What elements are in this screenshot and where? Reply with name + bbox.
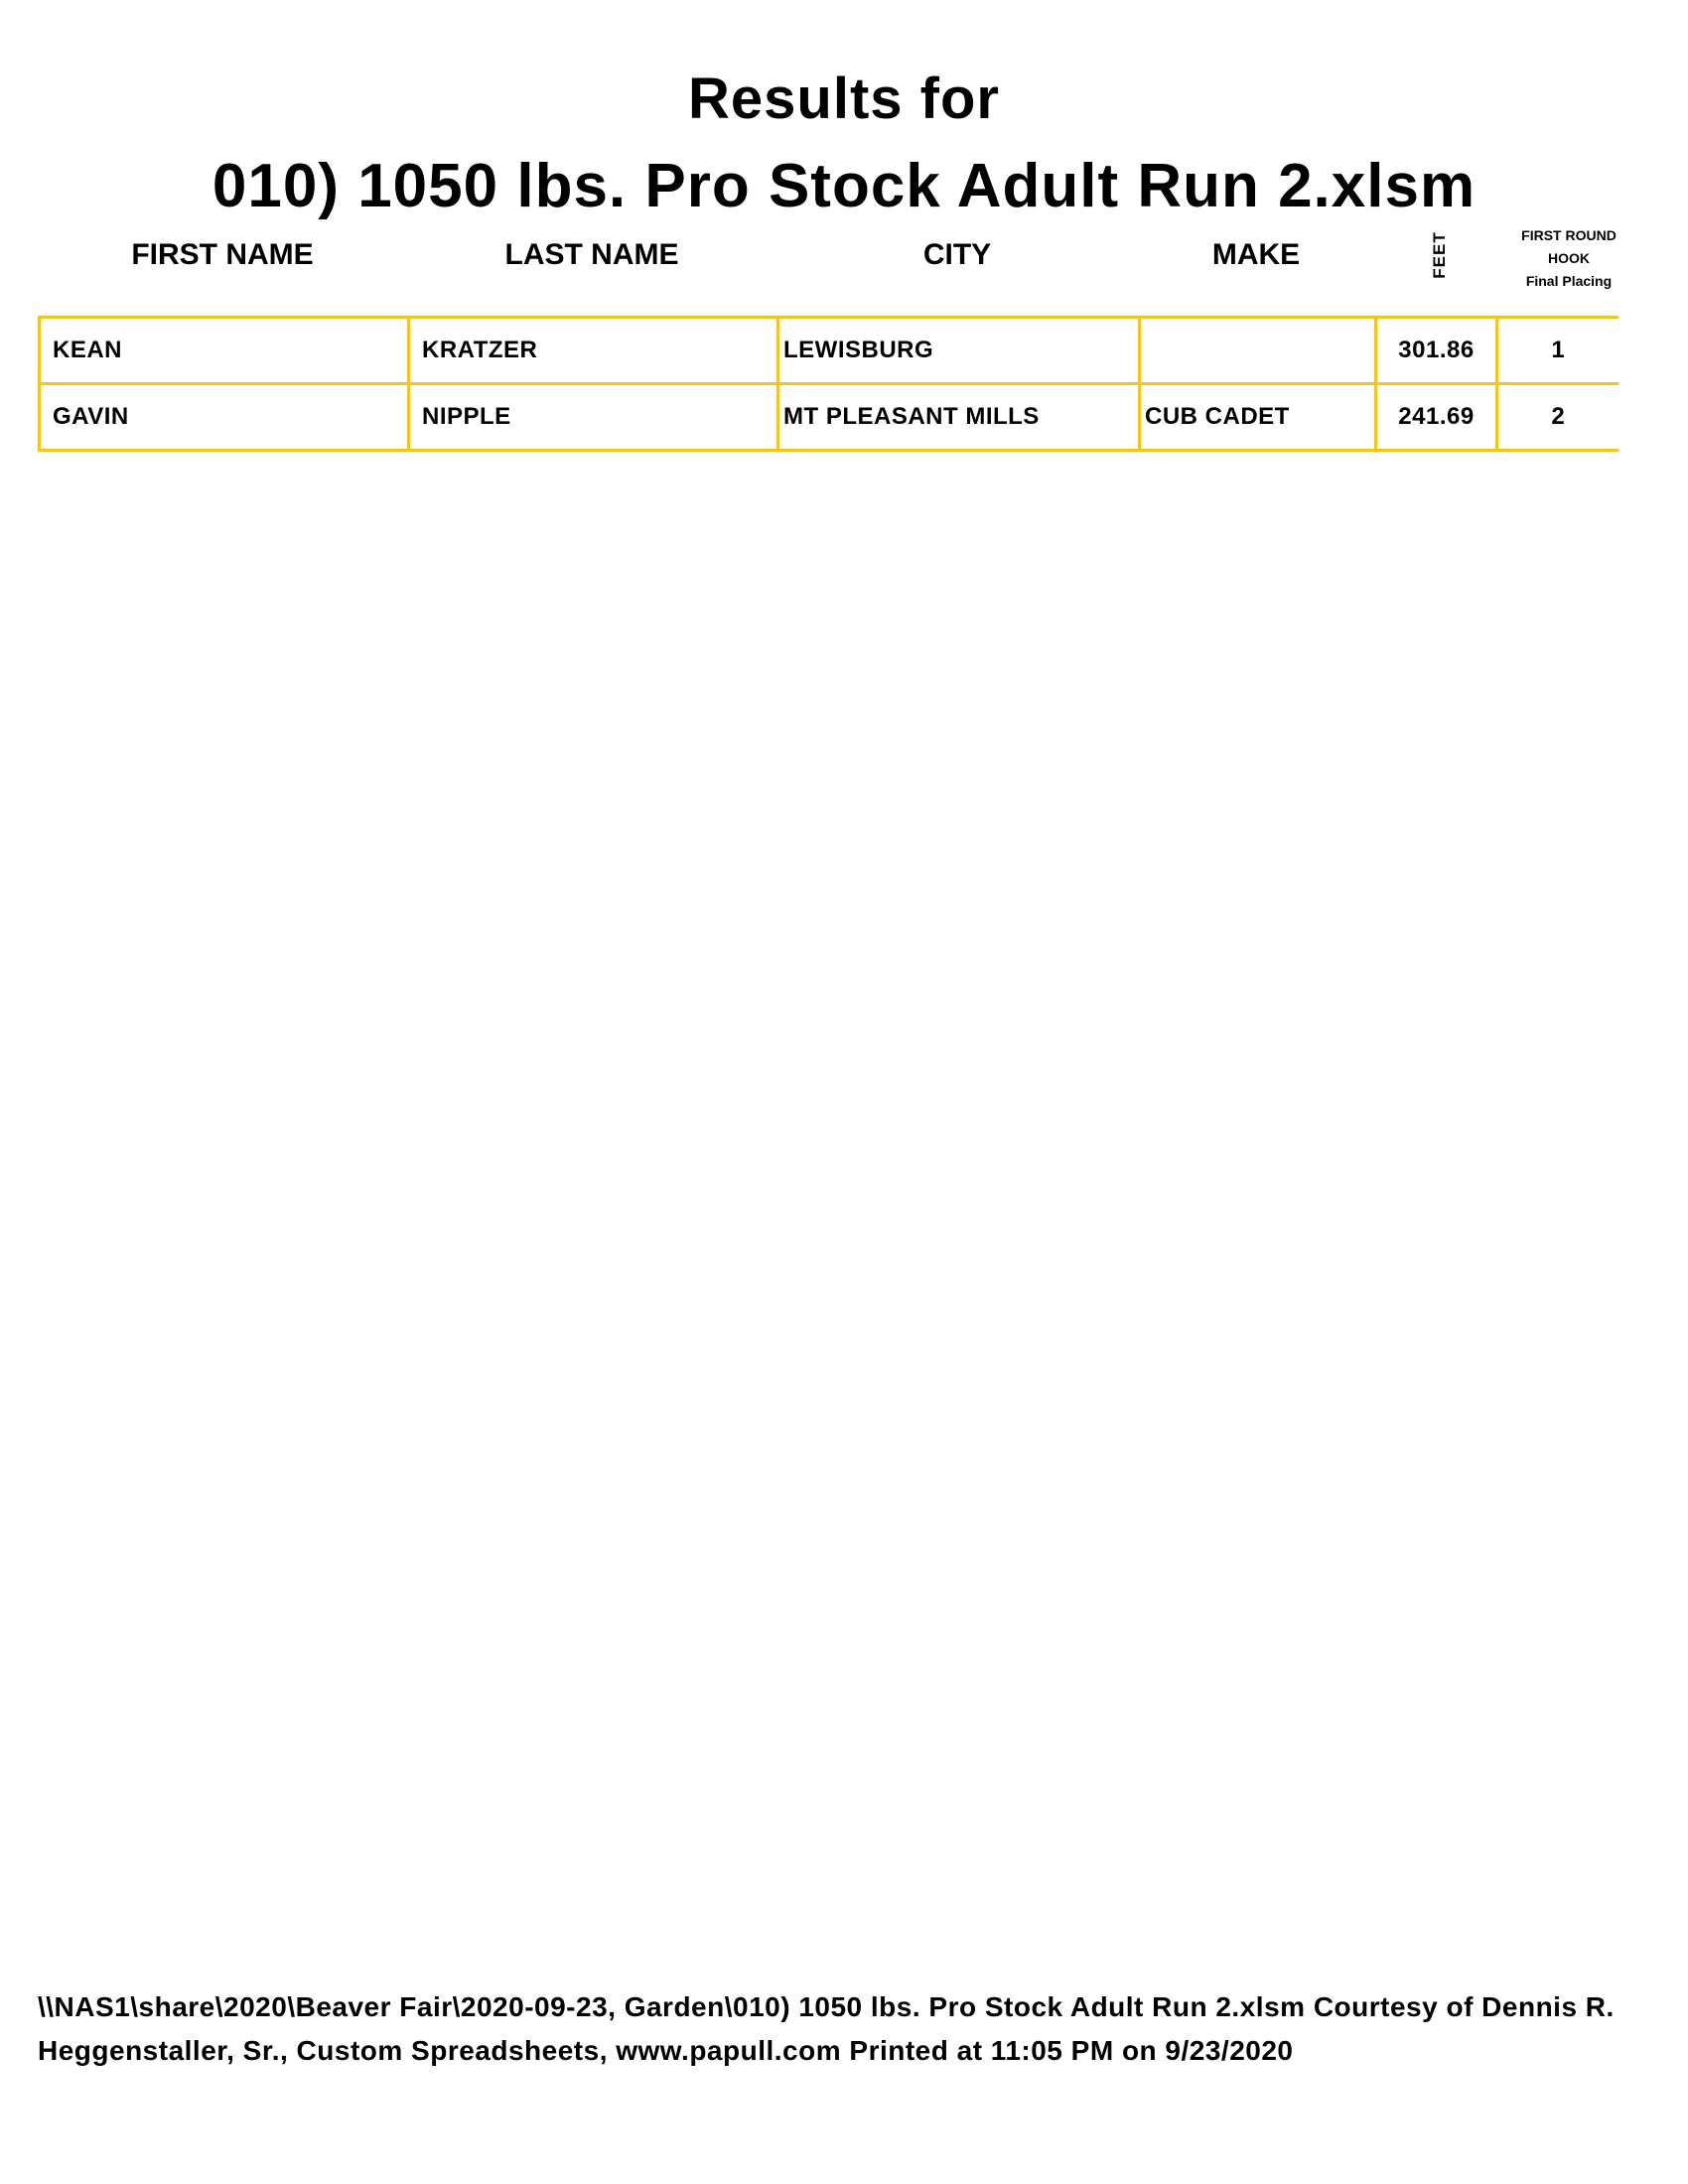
cell-make: CUB CADET <box>1140 384 1376 451</box>
cell-make <box>1140 318 1376 384</box>
footer-text: \\NAS1\share\2020\Beaver Fair\2020-09-23, Garden\010) 1050 lbs. Pro Stock Adult Run 2.xlsm Courtesy of Dennis R. Heggenstaller, Sr., Custom Spreadsheets, www.papull.com Printed at 11:05 PM on 9/23/2020 <box>38 1991 1615 2066</box>
title-line-1: Results for <box>688 67 1000 131</box>
cell-first-name: KEAN <box>40 318 409 384</box>
cell-city: MT PLEASANT MILLS <box>778 384 1140 451</box>
header-placing-line-2: HOOK <box>1548 250 1590 266</box>
header-placing <box>1497 224 1640 293</box>
header-last-name: LAST NAME <box>504 238 679 271</box>
table-row <box>40 318 1618 384</box>
cell-city: LEWISBURG <box>778 318 1140 384</box>
header-city: CITY <box>922 238 992 271</box>
title-line-2: 010) 1050 lbs. Pro Stock Adult Run 2.xlsm <box>211 152 1477 220</box>
cell-last-name: NIPPLE <box>409 384 778 451</box>
header-placing-line-3: Final Placing <box>1525 273 1613 289</box>
cell-feet: 301.86 <box>1376 318 1497 384</box>
cell-placing: 2 <box>1497 384 1618 451</box>
header-feet <box>1420 220 1460 290</box>
header-placing-line-1: FIRST ROUND <box>1521 227 1617 243</box>
table-row <box>40 384 1618 451</box>
cell-first-name: GAVIN <box>40 384 409 451</box>
header-feet-label: FEET <box>1430 231 1449 279</box>
header-make: MAKE <box>1211 238 1301 271</box>
cell-feet: 241.69 <box>1376 384 1497 451</box>
results-table <box>38 316 1618 452</box>
cell-last-name: KRATZER <box>409 318 778 384</box>
header-first-name: FIRST NAME <box>131 238 314 271</box>
cell-placing: 1 <box>1497 318 1618 384</box>
